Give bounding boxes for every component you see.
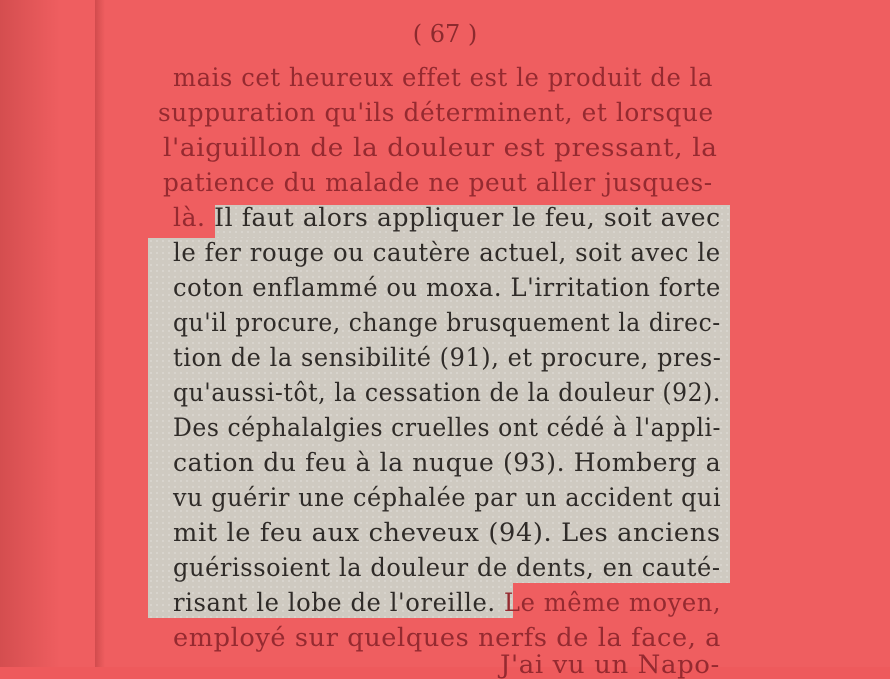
text-segment: cation du feu à la nuque (93). Homberg a — [173, 448, 722, 477]
text-segment: J'ai vu un Napo- — [500, 650, 720, 679]
text-segment: vu guérir une céphalée par un accident qui — [173, 483, 722, 512]
text-line — [163, 168, 713, 197]
text-segment: l'aiguillon de la douleur est pressant, la — [163, 133, 718, 162]
text-segment: mais cet heureux effet est le produit de la — [173, 63, 714, 92]
text-line — [173, 588, 721, 617]
text-segment: là. — [173, 203, 215, 232]
text-segment: Le même moyen, — [503, 588, 722, 617]
text-line — [173, 343, 721, 372]
text-line — [500, 650, 720, 679]
text-segment: Il faut alors appliquer le feu, soit avec — [214, 203, 721, 232]
text-segment: coton enflammé ou moxa. L'irritation forte — [173, 273, 721, 302]
text-line — [173, 238, 721, 267]
text-segment: patience du malade ne peut aller jusques- — [163, 168, 713, 197]
text-line — [173, 413, 721, 442]
text-segment: guérissoient la douleur de dents, en cauté- — [173, 553, 721, 582]
text-line — [173, 63, 713, 92]
text-line — [173, 378, 721, 407]
text-segment: qu'aussi-tôt, la cessation de la douleur (92). — [173, 378, 721, 407]
text-segment: qu'il procure, change brusquement la direc- — [173, 308, 721, 337]
text-segment: risant le lobe de l'oreille. — [173, 588, 504, 617]
text-segment: tion de la sensibilité (91), et procure, pres- — [173, 343, 722, 372]
text-segment: employé sur quelques nerfs de la face, a — [173, 623, 722, 652]
text-segment: le fer rouge ou cautère actuel, soit avec le — [173, 238, 721, 267]
text-segment: mit le feu aux cheveux (94). Les anciens — [173, 518, 721, 547]
text-segment: Des céphalalgies cruelles ont cédé à l'appli- — [173, 413, 722, 442]
text-line — [173, 623, 721, 652]
text-line — [163, 133, 718, 162]
page-number: ( 67 ) — [412, 20, 478, 48]
text-line — [173, 308, 721, 337]
text-line — [158, 98, 714, 127]
text-line — [173, 483, 721, 512]
text-line — [173, 273, 721, 302]
text-line — [173, 518, 721, 547]
text-line — [173, 203, 721, 232]
text-segment: suppuration qu'ils déterminent, et lorsque — [158, 98, 714, 127]
text-line — [173, 553, 721, 582]
text-line — [173, 448, 721, 477]
page-gutter-shadow — [95, 0, 105, 667]
